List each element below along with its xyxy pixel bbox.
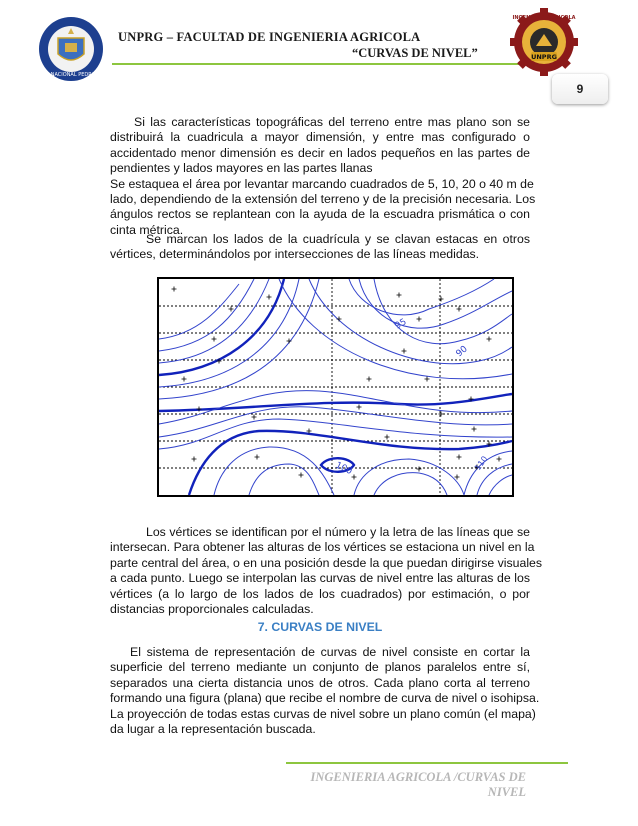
- contour-line: [489, 475, 512, 495]
- header-divider: [112, 63, 568, 65]
- text-line: separados una cierta distancia unos de otros. Cada plano corta al terreno: [110, 675, 530, 690]
- contour-label: 100: [333, 460, 354, 477]
- text-line: Si las características topográficas del terreno entre mas plano son se: [134, 115, 530, 129]
- stake-mark: [267, 295, 272, 300]
- stake-mark: [299, 473, 304, 478]
- stake-mark: [397, 293, 402, 298]
- text-line: Se marcan los lados de la cuadrícula y se clavan estacas en otros: [146, 232, 530, 246]
- contour-line: [309, 279, 512, 364]
- header-title: UNPRG – FACULTAD DE INGENIERIA AGRICOLA: [118, 30, 421, 44]
- paragraph-stakes: [110, 232, 530, 263]
- text-line: accidentado menor dimensión es decir en lados pequeños en las partes de: [110, 145, 530, 160]
- contour-line: [354, 459, 464, 495]
- stake-mark: [352, 475, 357, 480]
- stake-mark: [172, 287, 177, 292]
- faculty-logo-text: INGENIERIA AGRICOLA: [512, 15, 576, 21]
- contour-line: [279, 279, 512, 379]
- contour-line: [159, 284, 239, 339]
- text-line: formando una figura (plana) que recibe el nombre de curva de nivel o isohipsa.: [110, 691, 540, 706]
- contour-line: [464, 451, 512, 495]
- stake-mark: [367, 377, 372, 382]
- contour-line: [359, 279, 512, 328]
- text-line: vértices (a lo largo de los lados de los cuadrados) por estimación, o por: [110, 586, 530, 601]
- text-line: pendientes y lados mayores en las partes llanas: [110, 161, 373, 176]
- stake-mark: [255, 455, 260, 460]
- stake-mark: [425, 377, 430, 382]
- contour-label: 95: [393, 317, 409, 332]
- stake-mark: [439, 412, 444, 417]
- text-line: parte central del área, o en una posición desde la que puedan dirigirse visuales: [110, 555, 543, 570]
- contour-line: [249, 464, 319, 495]
- contour-line: [159, 279, 269, 363]
- faculty-logo-badge: UNPRG: [531, 53, 557, 61]
- footer-text: INGENIERIA AGRICOLA /CURVAS DE NIVEL: [310, 770, 526, 799]
- section-title: 7. CURVAS DE NIVEL: [257, 620, 383, 634]
- stake-marks: [172, 287, 502, 480]
- text-line: lado, dependiendo de la extensión del terreno y de la precisión necesaria. Los: [110, 191, 536, 206]
- text-line: distancias proporcionales calculadas.: [110, 601, 314, 616]
- stake-mark: [357, 405, 362, 410]
- contour-line: [159, 279, 254, 351]
- text-line: cinta métrica.: [110, 222, 184, 237]
- text-line: La proyección de todas estas curvas de nivel sobre un plano común (el mapa): [110, 706, 536, 721]
- contour-line: [159, 391, 512, 424]
- contour-line: [374, 473, 447, 495]
- text-line: da lugar a la representación buscada.: [110, 721, 316, 736]
- text-line: Se estaquea el área por levantar marcando cuadrados de 5, 10, 20 o 40 m de: [110, 176, 534, 191]
- stake-mark: [417, 467, 422, 472]
- text-line: distribuirá la cuadricula a mayor dimensión, y entre mas configurado o: [110, 130, 530, 145]
- text-line: intersecan. Para obtener las alturas de los vértices se estaciona un nivel en la: [110, 540, 535, 555]
- index-contour: [189, 431, 512, 495]
- text-line: vértices, determinándolos por intersecciones de las líneas medidas.: [110, 247, 480, 262]
- contour-line: [349, 279, 494, 315]
- stake-mark: [229, 307, 234, 312]
- paragraph-grid-size: [110, 115, 536, 238]
- text-line: ángulos rectos se replantean con la ayuda de la escuadra prismática o con: [110, 207, 530, 222]
- text-line: Los vértices se identifican por el número y la letra de las líneas que se: [146, 525, 530, 539]
- stake-mark: [337, 317, 342, 322]
- contour-label: 90: [454, 344, 470, 360]
- contour-map: [157, 277, 514, 497]
- contour-label: 110: [473, 454, 490, 473]
- stake-mark: [457, 307, 462, 312]
- stake-mark: [497, 457, 502, 462]
- stake-mark: [487, 337, 492, 342]
- stake-mark: [252, 415, 257, 420]
- contour-line: [159, 407, 512, 437]
- header-subtitle: “CURVAS DE NIVEL”: [352, 46, 478, 60]
- text-line: a cada punto. Luego se interpolan las curvas de nivel entre las alturas de los: [110, 571, 530, 586]
- stake-mark: [182, 377, 187, 382]
- stake-mark: [287, 339, 292, 344]
- index-contour: [159, 394, 512, 411]
- stake-mark: [439, 297, 444, 302]
- contour-line: [159, 279, 319, 399]
- stake-mark: [212, 337, 217, 342]
- stake-mark: [385, 435, 390, 440]
- stake-mark: [402, 349, 407, 354]
- paragraph-vertices: [110, 525, 543, 617]
- stake-mark: [455, 475, 460, 480]
- contour-line: [374, 279, 512, 344]
- page-number: 9: [552, 74, 608, 104]
- text-line: superficie del terreno mediante un conjunto de planos paralelos entre sí,: [110, 660, 530, 675]
- paragraph-contour-system: [110, 645, 540, 737]
- university-logo-text: UNIVERSIDAD NACIONAL PEDRO RUIZ GALLO: [14, 72, 128, 78]
- footer-divider: [286, 762, 568, 764]
- stake-mark: [192, 457, 197, 462]
- university-logo: [14, 16, 128, 82]
- stake-mark: [417, 317, 422, 322]
- text-line: El sistema de representación de curvas de nivel consiste en cortar la: [130, 645, 530, 659]
- contour-line: [159, 419, 512, 449]
- stake-mark: [457, 455, 462, 460]
- faculty-logo: [507, 8, 581, 76]
- stake-mark: [472, 427, 477, 432]
